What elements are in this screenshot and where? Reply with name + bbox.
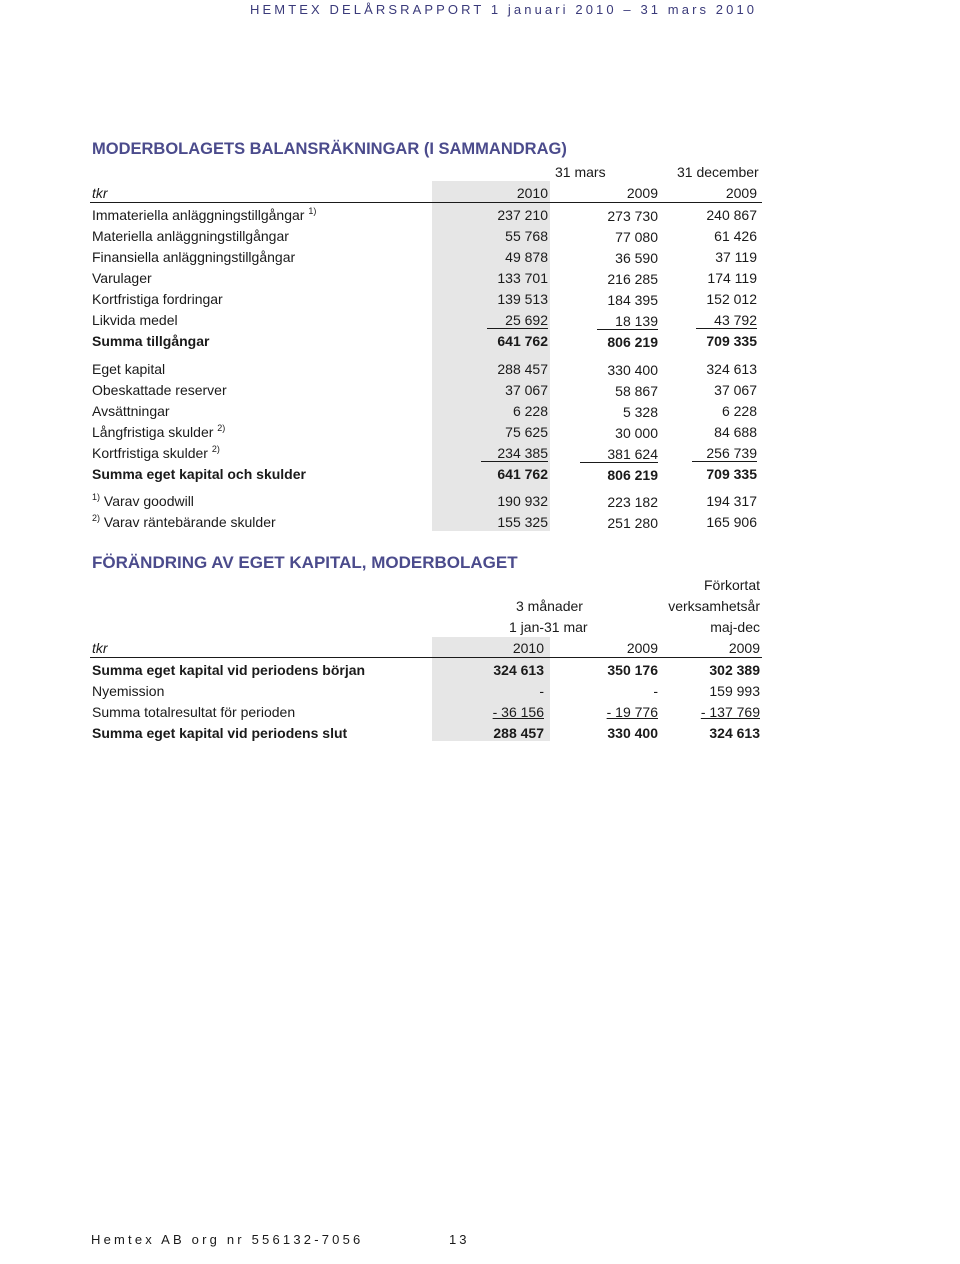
row-value-2010: 139 513	[497, 291, 548, 307]
subtotal-rule-2010	[487, 328, 548, 329]
footnote-goodwill: $^{1)}$ Varav goodwill	[92, 492, 194, 509]
row-label: Nyemission	[92, 683, 165, 699]
row-label: Kortfristiga skulder $^{2)}$	[92, 444, 220, 461]
row-value-2010: -	[539, 683, 544, 699]
row-value-2010: 6 228	[512, 403, 548, 419]
row-label: Eget kapital	[92, 361, 166, 377]
row-value-dec: 61 426	[714, 228, 757, 244]
unit-label: tkr	[92, 640, 108, 656]
row-value-2010: 288 457	[493, 725, 544, 741]
col-header-2010: 2010	[512, 640, 544, 656]
period-31-december: 31 december	[677, 164, 759, 180]
unit-label: tkr	[92, 185, 108, 201]
col-header-2009-dec: 2009	[725, 185, 757, 201]
row-value-2009: 381 624	[607, 446, 658, 462]
row-value-2010: 49 878	[505, 249, 548, 265]
row-value-dec: 37 067	[714, 382, 757, 398]
row-value-2009: 30 000	[615, 425, 658, 441]
row-label: Materiella anläggningstillgångar	[92, 228, 289, 244]
header-forkortat: Förkortat	[703, 577, 760, 593]
row-value-dec: 84 688	[714, 424, 757, 440]
subtotal-rule-2009	[580, 462, 658, 463]
row-value-2010: 190 932	[497, 493, 548, 509]
row-label: Obeskattade reserver	[92, 382, 227, 398]
row-value-dec: 152 012	[706, 291, 757, 307]
row-value-2009: -	[653, 683, 658, 699]
header-rule	[90, 657, 762, 658]
row-value-2009: 36 590	[615, 250, 658, 266]
row-value-2010: 25 692	[505, 312, 548, 328]
row-value-2010: 155 325	[497, 514, 548, 530]
period-31-mars: 31 mars	[555, 164, 606, 180]
row-label: Avsättningar	[92, 403, 170, 419]
row-value-2010: 288 457	[497, 361, 548, 377]
row-value-2009: 273 730	[607, 208, 658, 224]
row-value-2010: 37 067	[505, 382, 548, 398]
subtotal-rule-dec	[696, 328, 757, 329]
row-value-2009: 18 139	[615, 313, 658, 329]
row-value-2009: 223 182	[607, 494, 658, 510]
header-maj-dec: maj-dec	[710, 619, 760, 635]
row-value-2009-b: - 137 769	[700, 704, 760, 720]
row-label: Långfristiga skulder $^{2)}$	[92, 423, 226, 440]
row-value-2010: - 36 156	[492, 704, 544, 720]
row-value-2009: 330 400	[607, 362, 658, 378]
header-jan-mar: 1 jan-31 mar	[509, 619, 588, 635]
header-verksamhetsar: verksamhetsår	[668, 598, 760, 614]
col-header-2010: 2010	[516, 185, 548, 201]
row-value-dec: 709 335	[706, 466, 757, 482]
row-label: Finansiella anläggningstillgångar	[92, 249, 296, 265]
row-value-dec: 324 613	[706, 361, 757, 377]
row-value-dec: 194 317	[706, 493, 757, 509]
row-value-2009-b: 159 993	[709, 683, 760, 699]
row-value-2009: 5 328	[622, 404, 658, 420]
subtotal-rule-2009	[597, 329, 658, 330]
row-value-2009: - 19 776	[606, 704, 658, 720]
row-value-2010: 641 762	[497, 333, 548, 349]
row-label-total-assets: Summa tillgångar	[92, 333, 210, 349]
report-header: HEMTEX DELÅRSRAPPORT 1 januari 2010 – 31 mars 2010	[250, 2, 758, 17]
row-value-dec: 709 335	[706, 333, 757, 349]
row-value-2010: 641 762	[497, 466, 548, 482]
row-value-2009: 350 176	[607, 662, 658, 678]
row-value-2009-b: 324 613	[709, 725, 760, 741]
row-label-equity-end: Summa eget kapital vid periodens slut	[92, 725, 348, 741]
page-number: 13	[449, 1232, 470, 1247]
row-value-2010: 237 210	[497, 207, 548, 223]
footnote-interest-bearing: $^{2)}$ Varav räntebärande skulder	[92, 513, 276, 530]
row-label: Kortfristiga fordringar	[92, 291, 223, 307]
row-value-2009: 330 400	[607, 725, 658, 741]
row-value-2010: 234 385	[497, 445, 548, 461]
col-header-2009: 2009	[626, 640, 658, 656]
row-value-2009: 58 867	[615, 383, 658, 399]
col-header-2009-b: 2009	[728, 640, 760, 656]
row-value-dec: 256 739	[706, 445, 757, 461]
row-value-dec: 174 119	[707, 270, 757, 286]
row-value-2010: 75 625	[505, 424, 548, 440]
row-value-2010: 55 768	[505, 228, 548, 244]
row-value-dec: 6 228	[721, 403, 757, 419]
row-value-dec: 43 792	[714, 312, 757, 328]
row-value-2009: 806 219	[607, 467, 658, 483]
equity-change-title: FÖRÄNDRING AV EGET KAPITAL, MODERBOLAGET	[92, 553, 518, 572]
row-value-2009: 184 395	[607, 292, 658, 308]
row-label: Likvida medel	[92, 312, 178, 328]
row-value-dec: 165 906	[706, 514, 757, 530]
balance-sheet-title: MODERBOLAGETS BALANSRÄKNINGAR (I SAMMANDRAG)	[92, 140, 567, 158]
row-value-2009: 77 080	[615, 229, 658, 245]
row-label-total-equity-liabilities: Summa eget kapital och skulder	[92, 466, 306, 482]
row-label-equity-start: Summa eget kapital vid periodens början	[92, 662, 366, 678]
row-label: Varulager	[92, 270, 152, 286]
row-label: Immateriella anläggningstillgångar $^{1)}$	[92, 206, 317, 223]
row-value-2009: 216 285	[607, 271, 658, 287]
header-3-manader: 3 månader	[516, 598, 583, 614]
row-value-dec: 37 119	[715, 249, 757, 265]
row-value-2009: 251 280	[607, 515, 658, 531]
row-value-2009: 806 219	[607, 334, 658, 350]
row-value-2009-b: 302 389	[709, 662, 760, 678]
row-label: Summa totalresultat för perioden	[92, 704, 296, 720]
row-value-2010: 133 701	[497, 270, 548, 286]
subtotal-rule-2010	[481, 461, 548, 462]
row-value-2010: 324 613	[493, 662, 544, 678]
footer-company: Hemtex AB org nr 556132-7056	[91, 1232, 364, 1247]
col-header-2009: 2009	[626, 185, 658, 201]
row-value-dec: 240 867	[706, 207, 757, 223]
header-rule	[90, 202, 762, 203]
subtotal-rule-dec	[692, 461, 757, 462]
